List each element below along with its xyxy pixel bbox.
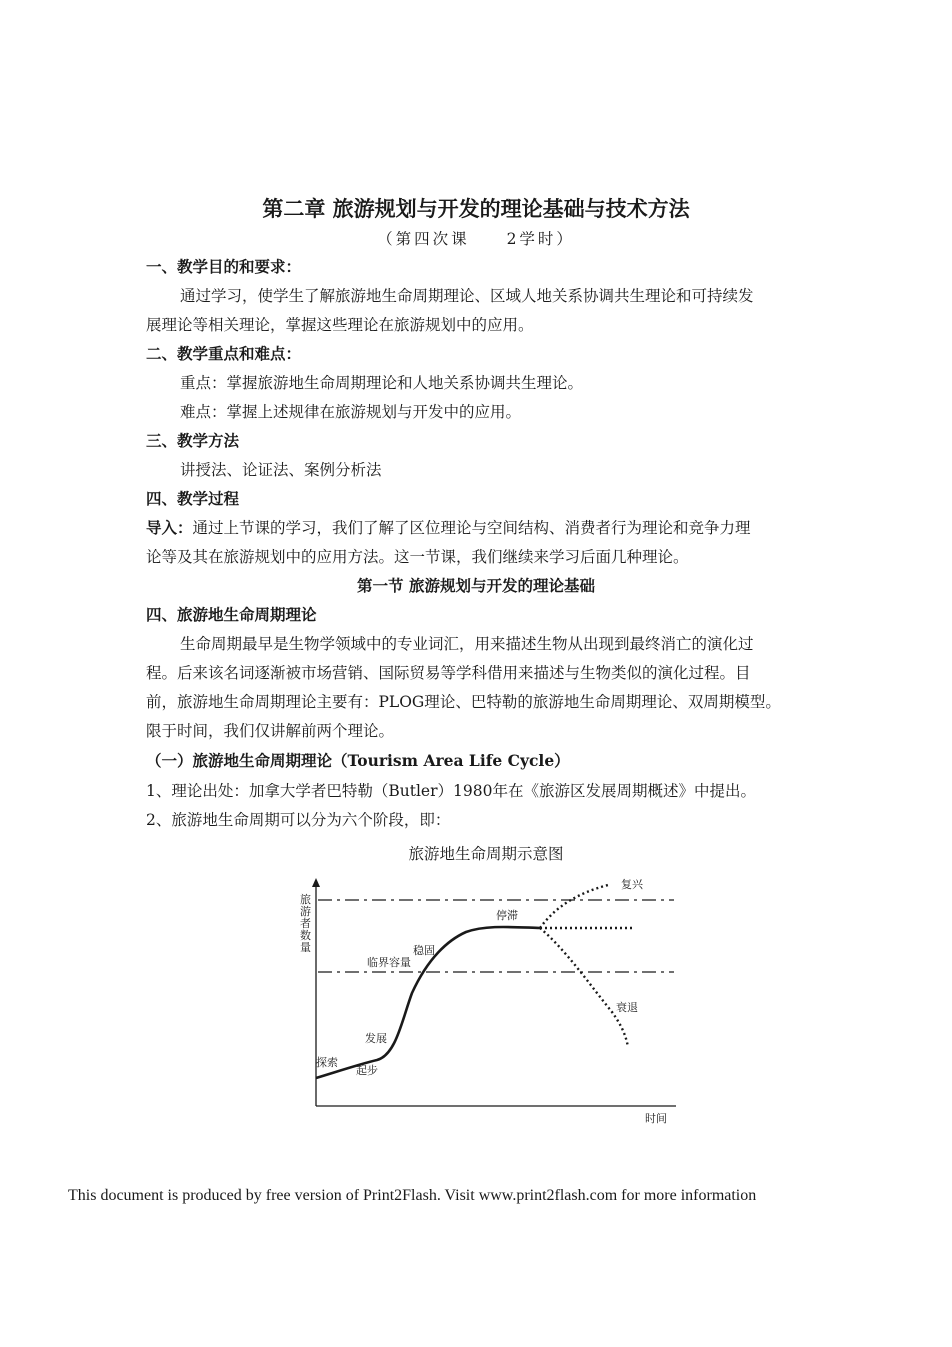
stage-label-start: 起步 [356, 1064, 378, 1077]
y-axis-char: 量 [300, 941, 311, 954]
figure-title: 旅游地生命周期示意图 [408, 845, 564, 863]
chapter-subtitle: （第四次课 2学时） [377, 230, 575, 248]
decline-branch [540, 928, 628, 1047]
revival-branch [540, 885, 608, 928]
section-heading-lifecycle: 四、旅游地生命周期理论 [146, 605, 317, 624]
list-item: 1、理论出处：加拿大学者巴特勒（Butler）1980年在《旅游区发展周期概述》中提出。 [146, 782, 756, 800]
stage-label-develop: 发展 [365, 1032, 387, 1045]
section-heading-process: 四、教学过程 [146, 489, 240, 508]
intro-label: 导入： [146, 518, 193, 537]
stage-label-explore: 探索 [316, 1056, 338, 1069]
stage-label-critical: 临界容量 [367, 956, 411, 969]
stage-label-decline: 衰退 [616, 1001, 638, 1014]
section-heading-keypoints: 二、教学重点和难点： [146, 344, 302, 363]
y-axis-char: 者 [300, 917, 311, 930]
paragraph-line: 程。后来该名词逐渐被市场营销、国际贸易等学科借用来描述与生物类似的演化过程。目 [146, 664, 751, 682]
list-item: 2、旅游地生命周期可以分为六个阶段，即： [146, 811, 451, 829]
section-heading-methods: 三、教学方法 [146, 431, 240, 450]
paragraph-line: 讲授法、论证法、案例分析法 [180, 461, 382, 479]
chapter-title: 第二章 旅游规划与开发的理论基础与技术方法 [262, 196, 690, 221]
paragraph-line: 通过学习，使学生了解旅游地生命周期理论、区域人地关系协调共生理论和可持续发 [180, 287, 754, 305]
y-axis-label [300, 893, 315, 954]
section-heading-objectives: 一、教学目的和要求： [146, 257, 302, 276]
paragraph-line: 前，旅游地生命周期理论主要有：PLOG理论、巴特勒的旅游地生命周期理论、双周期模型。 [146, 693, 781, 711]
y-axis-char: 旅 [300, 893, 311, 906]
y-axis-char: 游 [300, 905, 311, 918]
paragraph-line: 展理论等相关理论，掌握这些理论在旅游规划中的应用。 [146, 316, 534, 334]
x-axis-label: 时间 [645, 1112, 667, 1125]
section-title: 第一节 旅游规划与开发的理论基础 [357, 576, 595, 595]
footer-notice: This document is produced by free version of Print2Flash. Visit www.print2flash.com for more information [68, 1187, 757, 1204]
intro-text: 通过上节课的学习，我们了解了区位理论与空间结构、消费者行为理论和竞争力理 [192, 519, 751, 537]
paragraph-line: 限于时间，我们仅讲解前两个理论。 [146, 722, 395, 740]
stage-label-consolidate: 稳固 [413, 944, 435, 957]
y-axis-arrow-icon [312, 878, 320, 887]
paragraph-line: 重点：掌握旅游地生命周期理论和人地关系协调共生理论。 [180, 374, 584, 392]
paragraph-line: 生命周期最早是生物学领域中的专业词汇，用来描述生物从出现到最终消亡的演化过 [180, 635, 754, 653]
stage-label-stagnate: 停滞 [496, 909, 518, 922]
paragraph-line: 难点：掌握上述规律在旅游规划与开发中的应用。 [180, 403, 522, 421]
paragraph-line: 论等及其在旅游规划中的应用方法。这一节课，我们继续来学习后面几种理论。 [146, 548, 689, 566]
stage-label-revive: 复兴 [621, 878, 643, 891]
y-axis-char: 数 [300, 929, 311, 942]
subsection-heading: （一）旅游地生命周期理论（Tourism Area Life Cycle） [146, 751, 570, 770]
